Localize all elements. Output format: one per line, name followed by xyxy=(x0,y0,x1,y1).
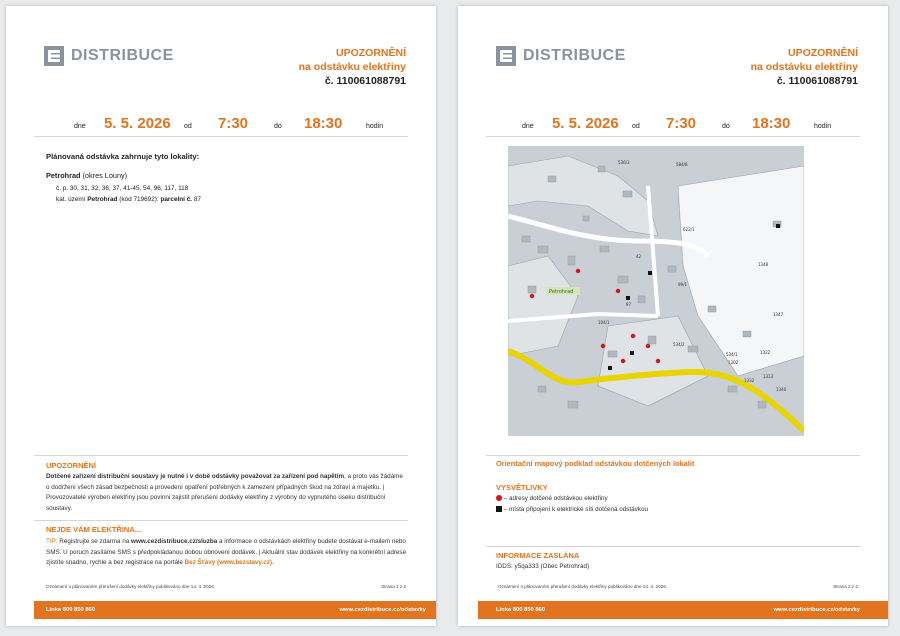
to-label: do xyxy=(274,123,282,130)
from-label: od xyxy=(632,123,640,130)
district: (okres Louny) xyxy=(82,171,128,180)
cez-logo-icon xyxy=(496,46,516,66)
warning-rest: , a proto vás žádáme o dodržení všech zásad bezpečnosti a provedení opatření potřebných k zamezení případných škod na zdraví a majetku. | Provozovatelé výroben elektřiny jsou povinni zajistit přerušení dodávky elektřiny z výrobny do vypnutého úseku distribuční soustavy. xyxy=(46,473,403,512)
map-parcel-label: 622/1 xyxy=(683,227,695,232)
divider xyxy=(34,455,408,456)
from-time: 7:30 xyxy=(218,115,249,132)
publication-note: Oznámení o plánovaném přerušení dodávky elektřiny publikováno dne 14. 4. 2026. xyxy=(498,584,668,589)
warning-box xyxy=(46,461,408,514)
locality-place xyxy=(46,171,406,180)
help-title: NEJDE VÁM ELEKTŘINA... xyxy=(46,525,142,534)
notice-title: UPOZORNĚNÍ xyxy=(335,47,406,59)
map-parcel-label: 1302 xyxy=(728,360,739,365)
notice-page-1 xyxy=(6,6,436,626)
date-value: 5. 5. 2026 xyxy=(104,115,171,132)
legend xyxy=(496,483,856,515)
map-parcel-label: 1347 xyxy=(773,312,784,317)
map-parcel-label: 42 xyxy=(636,254,642,259)
legend-red-row xyxy=(496,494,856,505)
footnote-row xyxy=(46,584,406,589)
map-parcel-label: 1340 xyxy=(776,387,787,392)
parcel-line xyxy=(46,196,406,203)
warning-bold: Dotčené zařízení distribuční soustavy je nutné i v době odstávky považovat za zařízení pod napětím xyxy=(46,473,345,480)
divider xyxy=(486,455,860,456)
cez-logo-icon xyxy=(44,46,64,66)
parcel-place: Petrohrad xyxy=(87,196,118,203)
legend-title: VYSVĚTLIVKY xyxy=(496,483,548,492)
notice-heading xyxy=(751,46,858,88)
map-parcel-label: 1322 xyxy=(760,350,771,355)
outage-map[interactable] xyxy=(508,146,804,436)
divider xyxy=(34,520,408,521)
map-parcel-label: 1348 xyxy=(758,262,769,267)
notice-heading xyxy=(299,46,406,88)
warning-text xyxy=(46,472,408,514)
registration-link[interactable]: www.cezdistribuce.cz/sluzba xyxy=(131,538,218,545)
brand-logo xyxy=(496,46,626,66)
notice-number: č. 110061088791 xyxy=(324,75,406,87)
date-label: dne xyxy=(74,123,86,130)
house-numbers: č. p. 30, 31, 32, 36, 37, 41-45, 54, 96, 117, 118 xyxy=(56,185,189,192)
info-text: IDDS: y5qa333 (Obec Petrohrad) xyxy=(496,563,590,570)
parcel-number: 87 xyxy=(193,196,201,203)
map-caption: Orientační mapový podklad odstávkou dotčených lokalit xyxy=(496,459,695,468)
tip-end: . xyxy=(271,559,274,566)
notice-number: č. 110061088791 xyxy=(776,75,858,87)
website-link[interactable]: www.cezdistribuce.cz/odstavky xyxy=(773,607,860,613)
notice-subtitle: na odstávku elektřiny xyxy=(750,61,858,73)
hotline[interactable]: Linka 800 850 860 xyxy=(46,607,95,613)
portal-link[interactable]: Bez Šťávy (www.bezstavy.cz) xyxy=(184,559,272,566)
hours-label: hodin xyxy=(814,123,832,130)
publication-note: Oznámení o plánovaném přerušení dodávky elektřiny publikováno dne 14. 4. 2026. xyxy=(46,584,216,589)
map-parcel-label: 99/1 xyxy=(678,282,687,287)
from-label: od xyxy=(184,123,192,130)
divider xyxy=(34,136,408,137)
schedule-row xyxy=(6,110,436,134)
warning-title: UPOZORNĚNÍ xyxy=(46,461,97,470)
localities-title: Plánovaná odstávka zahrnuje tyto lokality: xyxy=(46,152,200,161)
schedule-row xyxy=(458,110,888,134)
red-dot-icon xyxy=(496,495,502,501)
tip-text-1: Registrujte se zdarma na xyxy=(57,538,132,545)
info-title: INFORMACE ZASLÁNA xyxy=(496,551,580,560)
legend-red-text: – adresy dotčené odstávkou elektřiny xyxy=(503,495,608,502)
footer-bar xyxy=(34,601,436,619)
divider xyxy=(486,546,860,547)
black-square-icon xyxy=(496,506,502,512)
footer-bar xyxy=(478,601,888,619)
hotline[interactable]: Linka 800 850 860 xyxy=(496,607,545,613)
place-name: Petrohrad xyxy=(46,171,81,180)
to-time: 18:30 xyxy=(304,115,343,132)
date-label: dne xyxy=(522,123,534,130)
website-link[interactable]: www.cezdistribuce.cz/odstavky xyxy=(339,607,426,613)
legend-black-row xyxy=(496,505,856,516)
brand-logo xyxy=(44,46,174,66)
notice-title: UPOZORNĚNÍ xyxy=(787,47,858,59)
hours-label: hodin xyxy=(366,123,384,130)
brand-name: DISTRIBUCE xyxy=(523,47,626,64)
notice-page-2 xyxy=(458,6,888,626)
map-parcel-label: 1313 xyxy=(763,374,774,379)
map-village-label: Petrohrad xyxy=(549,289,574,295)
footnote-row xyxy=(498,584,858,589)
localities xyxy=(46,152,406,203)
to-time: 18:30 xyxy=(752,115,791,132)
map-parcel-label: 534/2 xyxy=(673,342,685,347)
help-box xyxy=(46,525,408,569)
map-parcel-label: 1332 xyxy=(744,378,755,383)
page-number: Strana 2 z 2 xyxy=(833,584,858,589)
map-parcel-label: 584/8 xyxy=(676,162,688,167)
parcel-prefix: kat. území xyxy=(56,196,86,203)
date-value: 5. 5. 2026 xyxy=(552,115,619,132)
divider xyxy=(486,136,860,137)
map-drawing xyxy=(508,146,804,436)
map-parcel-label: 97 xyxy=(626,302,632,307)
brand-name: DISTRIBUCE xyxy=(71,47,174,64)
from-time: 7:30 xyxy=(666,115,697,132)
to-label: do xyxy=(722,123,730,130)
notice-subtitle: na odstávku elektřiny xyxy=(298,61,406,73)
help-text xyxy=(46,537,408,569)
legend-black-text: – místa připojení k elektrické síti dotčená odstávkou xyxy=(503,505,648,513)
map-parcel-label: 536/3 xyxy=(618,160,630,165)
map-parcel-label: 104/1 xyxy=(598,320,610,325)
tip-label: TIP: xyxy=(46,538,58,545)
page-number: Strana 1 z 2 xyxy=(381,584,406,589)
info-box xyxy=(496,551,589,573)
map-parcel-label: 534/1 xyxy=(726,352,738,357)
parcel-label: parcelní č. xyxy=(160,196,193,203)
parcel-code: (kód 719692): xyxy=(119,196,159,203)
tip-text-2: a informace o odstávkách elektřiny budete dostávat e-mailem nebo SMS. U poruch zasíláme SMS s předpokládanou dobou obnovení dodávek. | Aktuální stav dodávek elektřiny na konkrétní adrese zjistíte snadno, rychle a bez registrace na portále xyxy=(46,538,407,566)
